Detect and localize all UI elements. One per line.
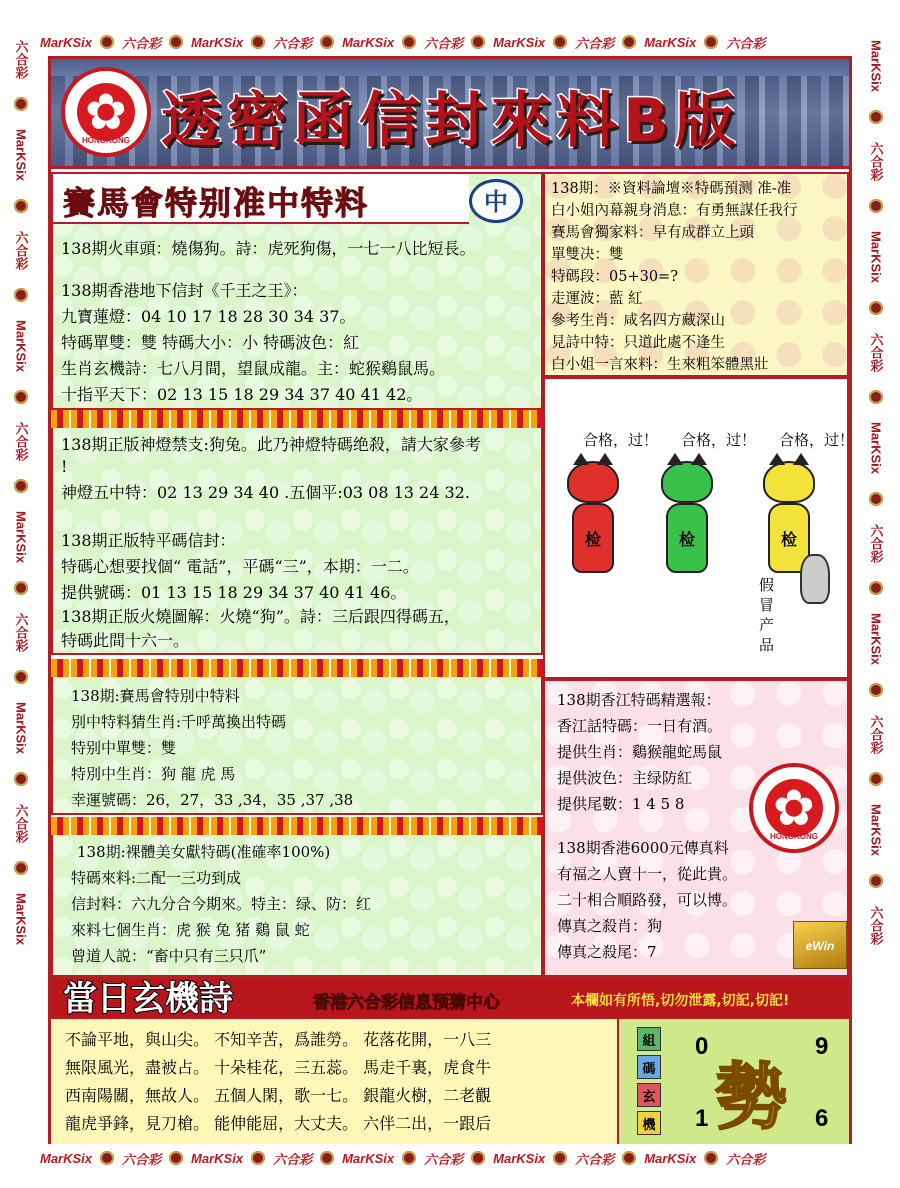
grid-number: 0: [695, 1033, 709, 1060]
cat-caption: 合格，过！: [779, 431, 855, 449]
hk-logo-icon: [61, 67, 151, 157]
marksix-text: MarKSix: [644, 1150, 697, 1166]
marksix-text: MarKSix: [342, 34, 395, 50]
rat-icon: [800, 554, 830, 604]
flower-icon: [553, 1151, 567, 1165]
marksix-text: MarKSix: [868, 613, 884, 666]
marksix-text: MarKSix: [13, 129, 29, 182]
text-line: 傳真之殺尾：7: [557, 943, 657, 961]
block3-panel: [51, 677, 543, 815]
flower-icon: [869, 772, 883, 786]
flower-icon: [14, 861, 28, 875]
marksix-text: MarKSix: [13, 511, 29, 564]
flower-icon: [14, 199, 28, 213]
liuhecai-text: 六合彩: [13, 613, 29, 653]
hk-logo-icon: [749, 763, 839, 853]
poem-line: 西南陽關，無故人。 五個人閑，歌一七。 銀龍火樹，二老觀: [65, 1086, 492, 1105]
text-line: 來料七個生肖：虎 猴 兔 猪 鷄 鼠 蛇: [71, 921, 310, 939]
flower-icon: [471, 35, 485, 49]
marksix-text: MarKSix: [191, 1150, 244, 1166]
liuhecai-text: 六合彩: [868, 333, 884, 373]
text-line: 138期香港6000元傳真料: [557, 839, 729, 857]
liuhecai-text: 六合彩: [868, 715, 884, 755]
marksix-text: MarKSix: [40, 1150, 93, 1166]
poem-header: [51, 977, 849, 1019]
text-line: 138期正版特平碼信封：: [61, 531, 236, 550]
flower-icon: [100, 35, 114, 49]
decorative-divider: [51, 817, 543, 835]
logo-text: HONGKONG: [82, 136, 130, 145]
flower-icon: [251, 1151, 265, 1165]
grid-center-char: 勢: [715, 1055, 788, 1139]
poem-line: 無限風光，盡被占。 十朵桂花，三五蕊。 馬走千裏，虎食牛: [65, 1058, 492, 1077]
red-cat-icon: [567, 461, 619, 579]
flower-icon: [869, 110, 883, 124]
text-line: 白小姐內幕親身消息：有勇無謀任我行: [551, 203, 798, 219]
text-line: 十指平天下：02 13 15 18 29 34 37 40 41 42。: [61, 385, 423, 404]
liuhecai-text: 六合彩: [13, 40, 29, 79]
flower-icon: [251, 35, 265, 49]
poem-body: [51, 1019, 619, 1144]
text-line: 二十相合順路發，可以博。: [557, 891, 738, 909]
logo-text: HONGKONG: [770, 832, 818, 841]
cat-caption: 合格，过！: [583, 431, 659, 449]
grid-word: 玄: [637, 1083, 661, 1107]
text-line: 特碼單雙：雙 特碼大小：小 特碼波色：紅: [61, 333, 360, 352]
fake-product-label: 假冒产品: [759, 576, 775, 654]
flower-icon: [622, 1151, 636, 1165]
marksix-text: MarKSix: [644, 34, 697, 50]
liuhecai-text: 六合彩: [13, 422, 29, 462]
cat-badge: 检: [678, 529, 695, 549]
left-mid-panel: [51, 428, 543, 655]
text-line: 見詩中特：只道此處不逢生: [551, 335, 725, 351]
liuhecai-text: 六合彩: [13, 804, 29, 844]
text-line: 神燈五中特：02 13 29 34 40 .五個平:03 08 13 24 32.: [61, 483, 470, 502]
decorative-divider: [51, 410, 543, 428]
flower-icon: [402, 1151, 416, 1165]
grid-word: 機: [637, 1111, 661, 1135]
text-line: 信封料：六九分合今期來。特主：绿、防：红: [71, 895, 372, 913]
poem-line: 龍虎爭鋒，見刀槍。 能伸能屈，大丈夫。 六伴二出，一跟后: [65, 1114, 492, 1133]
cat-caption: 合格，过！: [681, 431, 757, 449]
liuhecai-text: 六合彩: [868, 142, 884, 182]
page-title: 透密函信封來料B版: [161, 86, 741, 156]
marksix-text: MarKSix: [13, 702, 29, 755]
text-line: 別中特料猜生肖:千呼萬換出特碼: [71, 713, 287, 731]
flower-icon: [869, 301, 883, 315]
text-line: 特碼段：05+30=?: [551, 269, 678, 285]
text-line: 138期:賽馬會特別中特料: [71, 687, 240, 705]
liuhecai-text: 六合彩: [868, 906, 884, 946]
text-line: 特别中單雙：雙: [71, 739, 177, 757]
text-line: 曾道人説：“畜中只有三只爪”: [71, 947, 267, 965]
text-line: 九寶蓮燈：04 10 17 18 28 30 34 37。: [61, 307, 356, 326]
text-line: 138期正版火燒圖解：火燒“狗”。詩：三后跟四得碼五，: [61, 607, 460, 626]
liuhecai-text: 六合彩: [575, 1151, 615, 1167]
green-cat-icon: [661, 461, 713, 579]
liuhecai-text: 六合彩: [424, 35, 464, 51]
liuhecai-text: 六合彩: [868, 524, 884, 564]
marksix-text: MarKSix: [868, 804, 884, 857]
decorative-divider: [51, 659, 543, 677]
liuhecai-text: 六合彩: [424, 1151, 464, 1167]
cat-badge: 检: [780, 529, 797, 549]
text-line: 138期香港地下信封《千王之王》：: [61, 281, 308, 300]
text-line: 特碼心想要找個“ 電話”，平碼“三”，本期：一二。: [61, 557, 419, 576]
text-line: 特碼此間十六一。: [61, 631, 190, 650]
main-content: [48, 56, 855, 1144]
flower-icon: [869, 581, 883, 595]
emblem-icon: [469, 179, 523, 223]
flower-icon: [553, 35, 567, 49]
text-line: 單雙决：雙: [551, 247, 624, 263]
flower-icon: [14, 581, 28, 595]
right-top-panel: [543, 172, 849, 377]
section-title: 賽馬會特别准中特料: [53, 174, 469, 224]
bauhinia-icon: [765, 779, 823, 837]
flower-icon: [169, 35, 183, 49]
liuhecai-text: 六合彩: [122, 1151, 162, 1167]
header-banner: [51, 59, 849, 169]
flower-icon: [14, 772, 28, 786]
text-line: 參考生肖：咸名四方藏深山: [551, 313, 725, 329]
right-border: [860, 40, 892, 1140]
text-line: 特碼來料:二配一三功到成: [71, 869, 242, 887]
grid-number: 1: [695, 1105, 709, 1132]
marksix-text: MarKSix: [493, 1150, 546, 1166]
left-top-panel: [51, 172, 543, 410]
flower-icon: [402, 35, 416, 49]
flower-icon: [471, 1151, 485, 1165]
poem-line: 不論平地，與山尖。 不知辛苦，爲誰勞。 花落花開，一八三: [65, 1030, 492, 1049]
poem-subtitle: 香港六合彩信息预猜中心: [313, 993, 500, 1013]
marksix-text: MarKSix: [868, 231, 884, 284]
marksix-text: MarKSix: [493, 34, 546, 50]
grid-number: 6: [815, 1105, 829, 1132]
grid-number: 9: [815, 1033, 829, 1060]
block4-panel: [51, 835, 543, 977]
bottom-border: [40, 1146, 860, 1170]
grid-word: 組: [637, 1027, 661, 1051]
liuhecai-text: 六合彩: [122, 35, 162, 51]
text-line: 138期香江特碼精選報：: [557, 691, 721, 709]
cats-cartoon: [543, 377, 855, 679]
text-line: 白小姐一言來料：生來粗笨體黑壯: [551, 357, 769, 373]
ewin-logo: eWin: [793, 921, 847, 969]
marksix-text: MarKSix: [868, 40, 884, 93]
flower-icon: [14, 288, 28, 302]
poem-title: 當日玄機詩: [63, 979, 233, 1019]
liuhecai-text: 六合彩: [13, 231, 29, 271]
liuhecai-text: 六合彩: [273, 1151, 313, 1167]
text-line: 有福之人賣十一，從此貴。: [557, 865, 738, 883]
poem-note: 本欄如有所悟,切勿泄露,切記,切記!: [571, 993, 790, 1009]
text-line: 138期：※資料論壇※特碼預测 准-准: [551, 181, 792, 197]
text-line: 香江話特碼：一日有酒。: [557, 717, 723, 735]
flower-icon: [14, 479, 28, 493]
flower-icon: [100, 1151, 114, 1165]
flower-icon: [14, 390, 28, 404]
text-line: 138期火車頭：燒傷狗。詩：虎死狗傷，一七一八比短長。: [61, 239, 476, 258]
flower-icon: [320, 1151, 334, 1165]
flower-icon: [14, 97, 28, 111]
flower-icon: [704, 35, 718, 49]
cat-badge: 检: [584, 529, 601, 549]
flower-icon: [169, 1151, 183, 1165]
top-border: [40, 30, 860, 54]
text-line: 138期正版神燈禁支:狗兔。此乃神燈特碼绝殺，請大家參考: [61, 435, 481, 454]
flower-icon: [869, 390, 883, 404]
liuhecai-text: 六合彩: [273, 35, 313, 51]
text-line: 提供尾數：1 4 5 8: [557, 795, 685, 813]
text-line: 提供號碼：01 13 15 18 29 34 37 40 41 46。: [61, 583, 407, 602]
text-line: 走運波：藍 紅: [551, 291, 643, 307]
flower-icon: [704, 1151, 718, 1165]
grid-word: 碼: [637, 1055, 661, 1079]
text-line: 生肖玄機詩：七八月間，望鼠成龍。主：蛇猴鷄鼠馬。: [61, 359, 446, 378]
text-line: 138期:裸體美女獻特碼(准確率100%): [77, 843, 331, 861]
bauhinia-icon: [77, 83, 135, 141]
flower-icon: [14, 670, 28, 684]
text-line: !: [61, 457, 68, 476]
text-line: 特別中生肖：狗 龍 虎 馬: [71, 765, 236, 783]
liuhecai-text: 六合彩: [726, 35, 766, 51]
text-line: 賽馬會獨家料：早有成群立上頭: [551, 225, 754, 241]
marksix-text: MarKSix: [191, 34, 244, 50]
text-line: 提供生肖：鷄猴龍蛇馬鼠: [557, 743, 723, 761]
flower-icon: [869, 683, 883, 697]
marksix-text: MarKSix: [13, 893, 29, 946]
marksix-text: MarKSix: [40, 34, 93, 50]
flower-icon: [869, 199, 883, 213]
liuhecai-text: 六合彩: [575, 35, 615, 51]
flower-icon: [622, 35, 636, 49]
marksix-text: MarKSix: [868, 422, 884, 475]
marksix-text: MarKSix: [342, 1150, 395, 1166]
text-line: 提供波色：主绿防紅: [557, 769, 693, 787]
text-line: 傳真之殺肖：狗: [557, 917, 663, 935]
text-line: 幸運號碼：26，27，33 ,34，35 ,37 ,38: [71, 791, 354, 809]
flower-icon: [869, 874, 883, 888]
marksix-text: MarKSix: [13, 320, 29, 373]
flower-icon: [320, 35, 334, 49]
flower-icon: [869, 492, 883, 506]
liuhecai-text: 六合彩: [726, 1151, 766, 1167]
left-border: [6, 40, 36, 1140]
grid-panel: [619, 1019, 849, 1144]
